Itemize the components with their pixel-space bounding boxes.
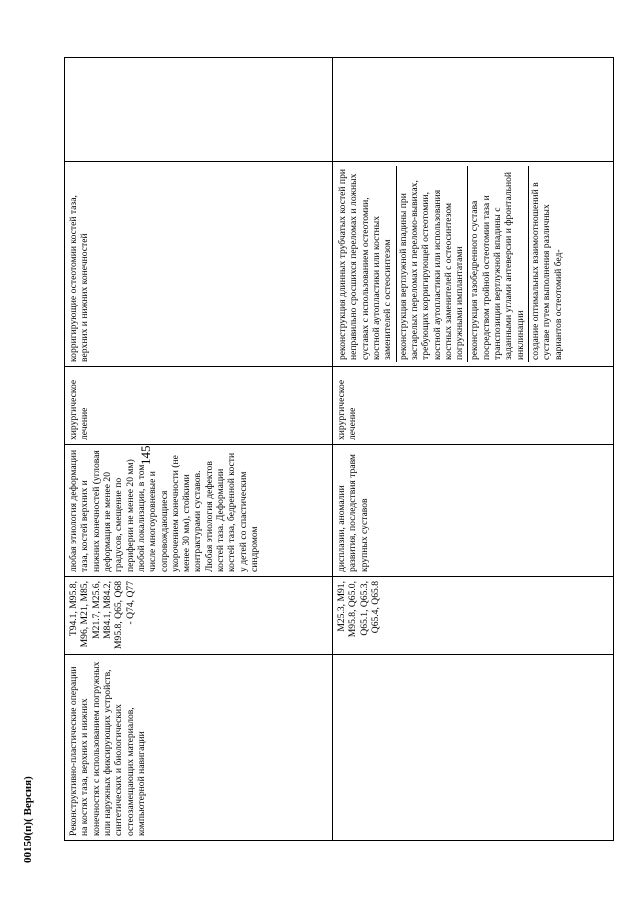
diagnosis-cell: дисплазии, аномалии развития, последствия травм крупных суставов [333,445,614,577]
procedure-group-cell: Реконструктивно-пластические операции на костях таза, верхних и нижних конечностях с использованием погружных или наружных фиксирующих устройств, синтетических и биологических остеозамещающих материалов, компьютерной навигации [65,655,333,841]
method-list-cell [333,162,614,367]
footer-version: 00150(п)( Версия) [22,776,34,863]
treatment-type-cell: хирургическое лечение [65,367,333,445]
empty-cell [333,58,614,162]
method-item: реконструкция тазобедренного сустава посредством тройной остеотомии таза и транспозиции вертлужной впадины с заданными углами антеверсии и фронтальной инклинации [468,166,529,362]
table-row [333,58,614,841]
icd-codes-cell: T94.1, M95.8, M96, M21, M85, M21.7, M25.6, M84.1, M84.2, M95.8, Q65, Q68 - Q74, Q77 [65,577,333,655]
procedure-group-cell [333,655,614,841]
procedures-table [64,57,614,841]
treatment-type-cell: хирургическое лечение [333,367,614,445]
method-item: реконструкция длинных трубчатых костей при неправильно сросшихся переломах и ложных суставах с использованием остеотомии, костной аутопластики или костных заменителей с остеосинтезом [336,166,397,362]
page-number: 145 [138,445,153,465]
empty-cell [65,58,333,162]
icd-codes-cell: M25.3, M91, M95.8, Q65.0, Q65.1, Q65.3, Q65.4, Q65.8 [333,577,614,655]
diagnosis-cell: любая этиология деформации таза, костей верхних и нижних конечностей (угловая деформация не менее 20 градусов, смещение по периферии не менее 20 мм) любой локализации, в том числе многоуровневые и сопровождающиеся укорочением конечности (не менее 30 мм), стойкими контрактурами суставов. Любая этиология дефектов костей таза. Деформации костей таза, бедренной кости у детей со спастическим синдромом [65,445,333,577]
method-item: создание оптимальных взаимоотношений в суставе путем выполнения различных вариантов остеотомий бед- [530,182,564,360]
method-cell: корригирующие остеотомии костей таза, верхних и нижних конечностей [65,162,333,367]
method-item: реконструкция вертлужной впадины при застарелых переломах и переломо-вывихах, требующих корригирующей остеотомии, костной аутопластики или использования костных заменителей с остеосинтезом погружными имплантатами [397,166,469,362]
table-row [65,58,333,841]
